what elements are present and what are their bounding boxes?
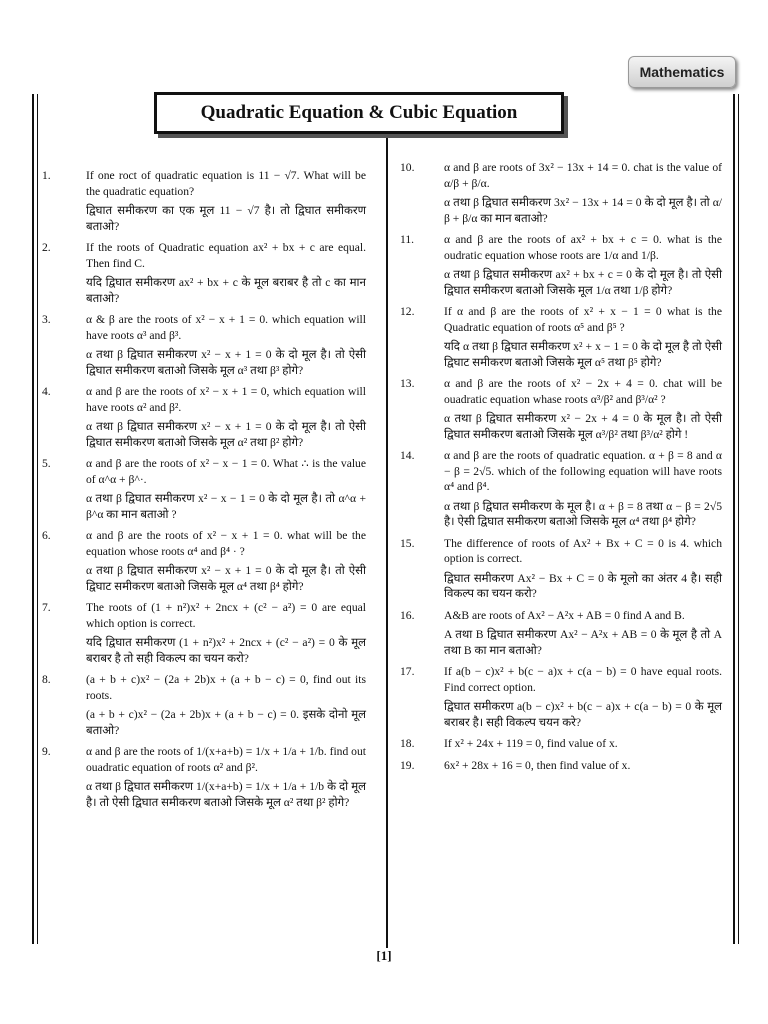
question-item <box>400 232 722 298</box>
question-english: α and β are the roots of x² − x + 1 = 0, which equation will have roots α² and β². <box>86 385 366 414</box>
right-border-inner <box>738 94 739 944</box>
question-english: The roots of (1 + n²)x² + 2ncx + (c² − a²) = 0 are equal which option is correct. <box>86 601 366 630</box>
question-number: 14. <box>400 449 415 462</box>
question-number: 5. <box>42 457 51 470</box>
question-item <box>400 608 722 659</box>
question-english: A&B are roots of Ax² − A²x + AB = 0 find A and B. <box>444 608 685 622</box>
question-hindi: यदि द्विघात समीकरण ax² + bx + c के मूल बराबर है तो c का मान बताओ? <box>86 276 366 305</box>
left-column <box>42 168 366 816</box>
question-number: 7. <box>42 601 51 614</box>
question-english: The difference of roots of Ax² + Bx + C = 0 is 4. which option is correct. <box>444 536 722 565</box>
question-number: 19. <box>400 758 415 772</box>
question-english: α and β are the roots of x² − x + 1 = 0. what will be the equation whose roots α⁴ and β⁴ · ? <box>86 529 366 558</box>
question-hindi: α तथा β द्विघात समीकरण x² − 2x + 4 = 0 के मूल है। तो ऐसी द्विघात समीकरण बताओ जिसके मूल α³/β² तथा β³/α² होगे ! <box>444 412 722 441</box>
left-border-inner <box>37 94 38 944</box>
question-item <box>42 312 366 378</box>
question-english: If a(b − c)x² + b(c − a)x + c(a − b) = 0 have equal roots. Find correct option. <box>444 665 722 694</box>
question-hindi: द्विघात समीकरण का एक मूल 11 − √7 है। तो द्विघात समीकरण बताओ? <box>86 204 366 233</box>
question-english: If the roots of Quadratic equation ax² + bx + c are equal. Then find C. <box>86 241 366 270</box>
question-number: 13. <box>400 377 415 390</box>
question-number: 11. <box>400 233 415 246</box>
question-english: If x² + 24x + 119 = 0, find value of x. <box>444 737 618 750</box>
question-number: 12. <box>400 305 415 318</box>
right-border <box>733 94 735 944</box>
question-hindi: α तथा β द्विघात समीकरण 3x² − 13x + 14 = 0 के दो मूल है। तो α/β + β/α का मान बताओ? <box>444 196 722 225</box>
question-item <box>42 528 366 594</box>
question-english: If α and β are the roots of x² + x − 1 = 0 what is the Quadratic equation of roots α⁵ and β⁵ ? <box>444 305 722 334</box>
question-item <box>400 736 722 752</box>
question-hindi: α तथा β द्विघात समीकरण के मूल है। α + β = 8 तथा α − β = 2√5 है। ऐसी द्विघात समीकरण बताओ जिसके मूल α⁴ तथा β⁴ होगे? <box>444 499 722 528</box>
question-item <box>42 672 366 738</box>
question-hindi: α तथा β द्विघात समीकरण 1/(x+a+b) = 1/x + 1/a + 1/b के दो मूल है। तो ऐसी द्विघात समीकरण बताओ जिसके मूल α² तथा β² होगे? <box>86 780 366 809</box>
question-number: 10. <box>400 161 415 174</box>
question-hindi: α तथा β द्विघात समीकरण ax² + bx + c = 0 के दो मूल है। तो ऐसी द्विघात समीकरण बताओ जिसके मूल 1/α तथा 1/β होगे? <box>444 268 722 297</box>
question-item <box>400 664 722 730</box>
question-hindi: द्विघात समीकरण Ax² − Bx + C = 0 के मूलो का अंतर 4 है। सही विकल्प का चयन करो? <box>444 571 722 600</box>
question-hindi: यदि α तथा β द्विघात समीकरण x² + x − 1 = 0 के दो मूल है तो ऐसी द्विघाट समीकरण बताओ जिसके मूल α⁵ तथा β⁵ होगे? <box>444 340 722 369</box>
question-number: 18. <box>400 737 415 750</box>
question-english: α and β are the roots of ax² + bx + c = 0. what is the oudratic equation whose roots are 1/α and 1/β. <box>444 233 722 262</box>
question-item <box>42 600 366 666</box>
question-number: 8. <box>42 673 51 686</box>
question-hindi: α तथा β द्विघात समीकरण x² − x + 1 = 0 के दो मूल है। तो ऐसी द्विघाट समीकरण बताओ जिसके मूल α⁴ तथा β⁴ होगे? <box>86 564 366 593</box>
question-number: 16. <box>400 608 415 622</box>
question-english: If one roct of quadratic equation is 11 − √7. What will be the quadratic equation? <box>86 169 366 198</box>
question-hindi: α तथा β द्विघात समीकरण x² − x + 1 = 0 के दो मूल है। तो ऐसी द्विघात समीकरण बताओ जिसके मूल α² तथा β² होगे? <box>86 420 366 449</box>
question-hindi: α तथा β द्विघात समीकरण x² − x − 1 = 0 के दो मूल है। तो α^α + β^α का मान बताओ ? <box>86 492 366 521</box>
right-column <box>400 160 722 779</box>
question-english: 6x² + 28x + 16 = 0, then find value of x. <box>444 758 631 772</box>
question-english: α and β are roots of 3x² − 13x + 14 = 0. chat is the value of α/β + β/α. <box>444 161 722 190</box>
question-hindi: द्विघात समीकरण a(b − c)x² + b(c − a)x + c(a − b) = 0 के मूल बराबर है। सही विकल्प चयन करे? <box>444 700 722 729</box>
question-number: 4. <box>42 385 51 398</box>
question-item <box>42 240 366 306</box>
left-border <box>32 94 34 944</box>
question-english: α and β are the roots of x² − x − 1 = 0. What ∴ is the value of α^α + β^·. <box>86 457 366 486</box>
question-english: α and β are the roots of x² − 2x + 4 = 0. chat will be ouadratic equation whase roots α³/β² and β³/α² ? <box>444 377 722 406</box>
question-hindi: (a + b + c)x² − (2a + 2b)x + (a + b − c) = 0. इसके दोनो मूल बताओ? <box>86 708 366 737</box>
question-number: 17. <box>400 665 415 678</box>
question-number: 6. <box>42 529 51 542</box>
column-divider <box>386 128 388 948</box>
question-item <box>42 168 366 234</box>
question-item <box>400 376 722 442</box>
question-hindi: A तथा B द्विघात समीकरण Ax² − A²x + AB = 0 के मूल है तो A तथा B का मान बताओ? <box>444 628 722 657</box>
question-english: α & β are the roots of x² − x + 1 = 0. which equation will have roots α³ and β³. <box>86 313 366 342</box>
question-english: α and β are the roots of 1/(x+a+b) = 1/x + 1/a + 1/b. find out ouadratic equation of roots α² and β². <box>86 745 366 774</box>
question-item <box>400 160 722 226</box>
question-item <box>400 304 722 370</box>
question-number: 2. <box>42 241 51 254</box>
question-item <box>42 744 366 810</box>
question-number: 9. <box>42 745 51 758</box>
page-number: [1] <box>376 948 392 963</box>
question-number: 1. <box>42 169 51 182</box>
question-number: 3. <box>42 313 51 326</box>
question-item <box>42 456 366 522</box>
question-hindi: यदि द्विघात समीकरण (1 + n²)x² + 2ncx + (c² − a²) = 0 के मूल बराबर है तो सही विकल्प का चयन करो? <box>86 636 366 665</box>
question-item <box>400 536 722 602</box>
question-item <box>400 448 722 530</box>
question-hindi: α तथा β द्विघात समीकरण x² − x + 1 = 0 के दो मूल है। तो ऐसी द्विघात समीकरण बताओ जिसके मूल α³ तथा β³ होगे? <box>86 348 366 377</box>
question-english: α and β are the roots of quadratic equation. α + β = 8 and α − β = 2√5. which of the following equation will have roots α⁴ and β⁴. <box>444 449 722 493</box>
question-english: (a + b + c)x² − (2a + 2b)x + (a + b − c) = 0, find out its roots. <box>86 673 366 702</box>
question-item <box>42 384 366 450</box>
subject-badge: Mathematics <box>628 56 736 88</box>
page-title: Quadratic Equation & Cubic Equation <box>154 92 564 134</box>
question-number: 15. <box>400 536 415 550</box>
question-item <box>400 758 722 774</box>
